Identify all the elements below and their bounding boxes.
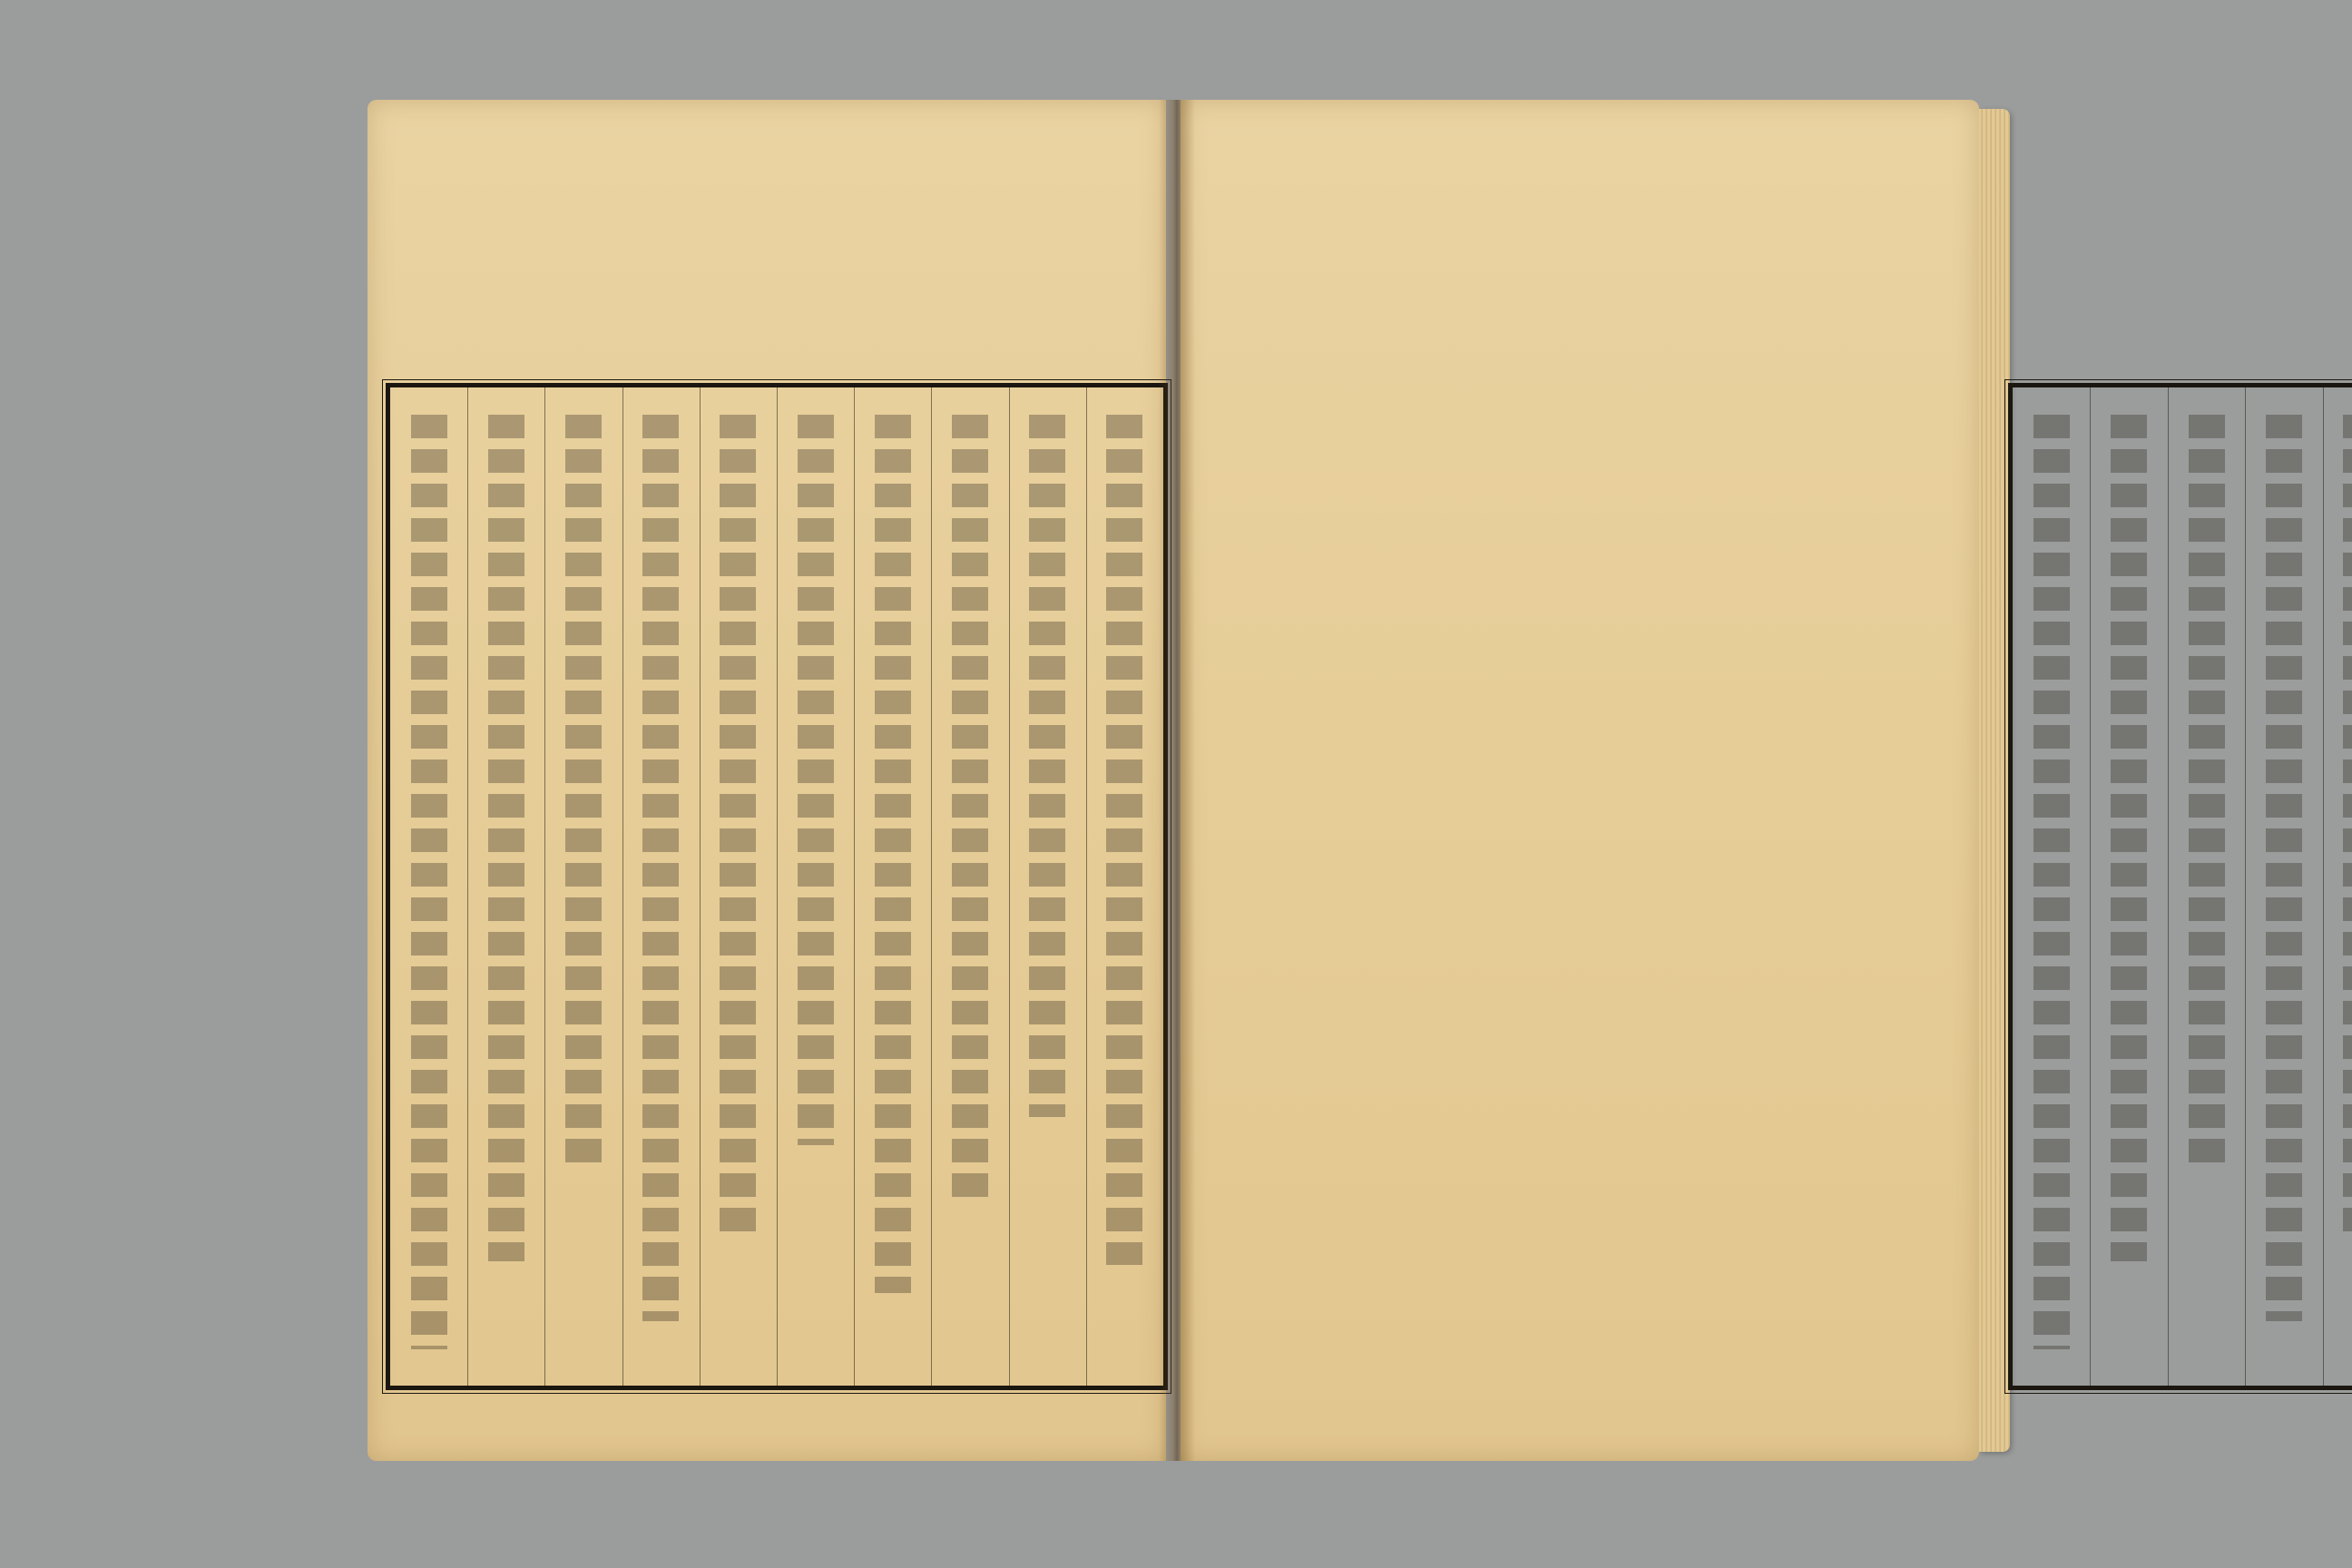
text-column (411, 415, 447, 1349)
page-edges (1979, 109, 2010, 1452)
column-rule (700, 387, 701, 1386)
column-rule (467, 387, 468, 1386)
text-column (2111, 415, 2147, 1261)
column-rule (1009, 387, 1010, 1386)
column-rule (2168, 387, 2169, 1386)
text-column (642, 415, 679, 1321)
left-page (368, 100, 1166, 1461)
text-column (798, 415, 834, 1145)
text-column (2266, 415, 2302, 1321)
text-column (2189, 415, 2225, 1173)
right-page (1181, 100, 1979, 1461)
column-rule (854, 387, 855, 1386)
right-page-print-frame (2008, 383, 2352, 1390)
text-column (720, 415, 756, 1233)
column-rule (544, 387, 545, 1386)
right-page-text (0, 0, 1, 1)
text-column (565, 415, 602, 1173)
text-column (2343, 415, 2352, 1233)
text-column (2034, 415, 2070, 1349)
text-column (952, 415, 988, 1205)
column-rule (1086, 387, 1087, 1386)
text-column (875, 415, 911, 1293)
column-rule (2245, 387, 2246, 1386)
left-page-text (0, 0, 1, 1)
column-rule (622, 387, 623, 1386)
text-column (488, 415, 524, 1261)
column-rule (931, 387, 932, 1386)
column-rule (2323, 387, 2324, 1386)
open-book (368, 91, 2010, 1470)
column-rule (2090, 387, 2091, 1386)
text-column (1106, 415, 1142, 1265)
book-gutter (1159, 100, 1195, 1461)
text-column (1029, 415, 1065, 1117)
column-rule (777, 387, 778, 1386)
left-page-print-frame (386, 383, 1168, 1390)
